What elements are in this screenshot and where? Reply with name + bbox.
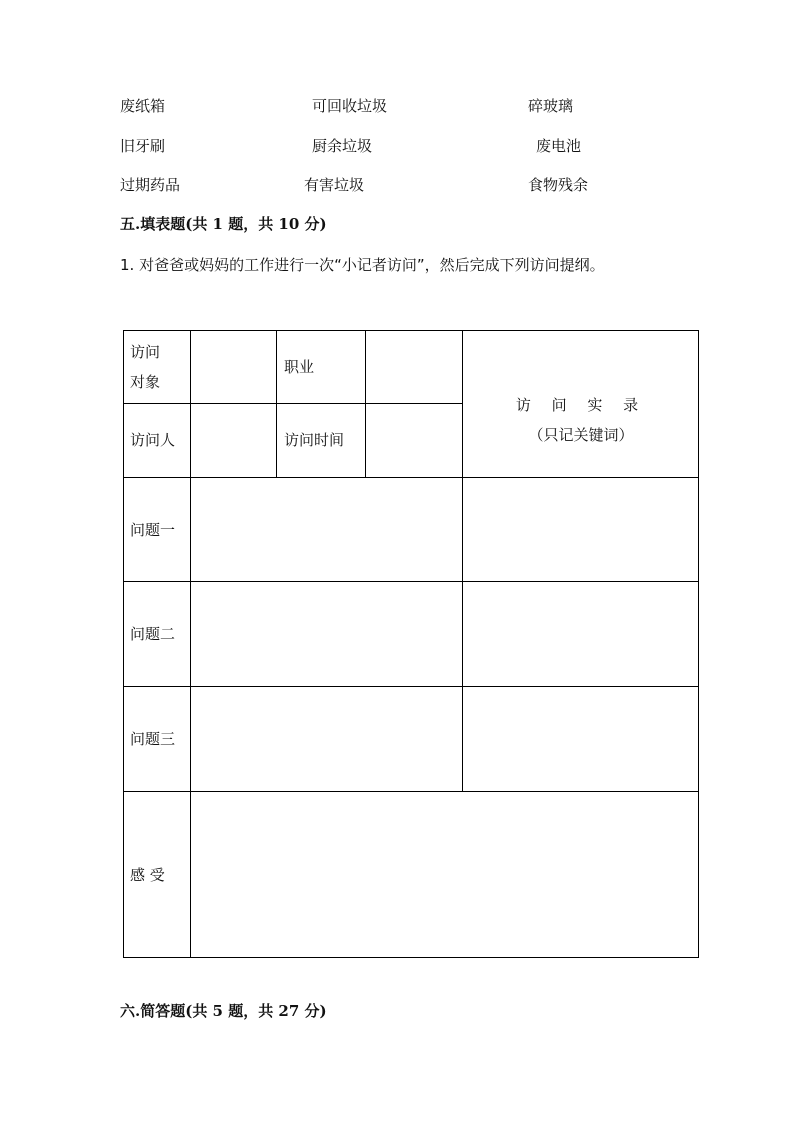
record-title: 访 问 实 录 <box>515 396 647 414</box>
question-1-label: 问题一 <box>130 521 176 539</box>
feelings-label: 感 受 <box>130 866 165 884</box>
item-label: 废电池 <box>536 137 582 155</box>
interviewee-label-line2: 对象 <box>130 373 161 391</box>
question-text: 1. 对爸爸或妈妈的工作进行一次“小记者访问”，然后完成下列访问提纲。 <box>120 256 605 274</box>
item-label: 过期药品 <box>120 176 181 194</box>
question-3-label: 问题三 <box>130 730 176 748</box>
occupation-label: 职业 <box>284 358 315 376</box>
item-label: 旧牙刷 <box>120 137 166 155</box>
category-label: 可回收垃圾 <box>312 97 388 115</box>
item-label: 废纸箱 <box>120 97 166 115</box>
category-label: 厨余垃圾 <box>312 137 373 155</box>
category-label: 有害垃圾 <box>304 176 365 194</box>
interviewee-label-line1: 访问 <box>130 343 161 361</box>
interview-time-label: 访问时间 <box>284 431 345 449</box>
interviewer-label: 访问人 <box>130 431 176 449</box>
section-heading: 六.简答题(共 5 题，共 27 分) <box>120 1002 327 1020</box>
question-2-label: 问题二 <box>130 625 176 643</box>
item-label: 食物残余 <box>528 176 589 194</box>
section-heading: 五.填表题(共 1 题，共 10 分) <box>120 215 327 233</box>
record-note: （只记关键词） <box>528 426 634 444</box>
item-label: 碎玻璃 <box>528 97 574 115</box>
